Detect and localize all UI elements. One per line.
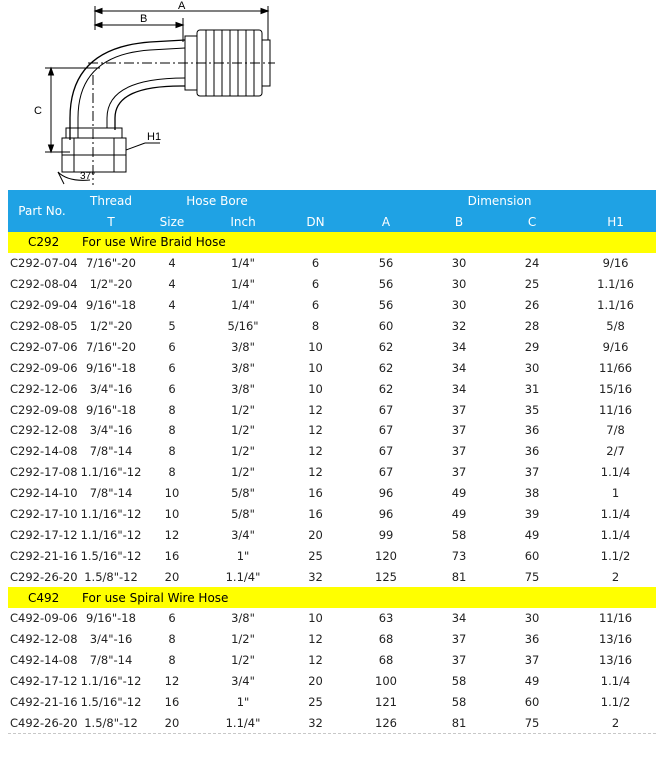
cell-a: 68 xyxy=(378,632,394,647)
header-h1: H1 xyxy=(575,211,656,232)
cell-size: 8 xyxy=(168,465,176,480)
cell-part: C292-09-08 xyxy=(10,402,78,417)
cell-h1: 1.1/2 xyxy=(600,695,631,710)
cell-size: 6 xyxy=(168,360,176,375)
cell-c: 37 xyxy=(524,465,540,480)
cell-inch: 5/16" xyxy=(227,319,259,333)
table-row xyxy=(8,316,656,337)
table-row xyxy=(8,441,656,462)
cell-c: 30 xyxy=(524,611,540,626)
cell-part: C292-08-04 xyxy=(10,277,78,292)
angle-label: 37° xyxy=(80,171,96,182)
cell-h1: 1.1/4 xyxy=(600,507,631,522)
cell-a: 100 xyxy=(375,674,397,689)
table-row xyxy=(8,483,656,504)
dim-a-label: A xyxy=(178,0,186,12)
cell-b: 37 xyxy=(451,632,467,647)
table-row xyxy=(8,650,656,671)
cell-inch: 3/4" xyxy=(231,674,255,689)
cell-part: C292-07-04 xyxy=(10,256,78,271)
cell-dn: 6 xyxy=(311,256,320,271)
cell-size: 6 xyxy=(168,339,176,354)
cell-a: 67 xyxy=(378,444,394,459)
cell-part: C492-09-06 xyxy=(10,611,78,626)
cell-b: 37 xyxy=(451,465,467,480)
cell-h1: 13/16 xyxy=(598,632,633,647)
cell-c: 60 xyxy=(524,548,540,563)
cell-dn: 16 xyxy=(308,486,323,501)
table-row xyxy=(8,336,656,357)
cell-size: 6 xyxy=(168,611,176,626)
cell-t: 7/16"-20 xyxy=(86,256,136,271)
section-code: C292 xyxy=(8,232,76,253)
cell-b: 34 xyxy=(451,339,467,354)
dim-h1-label: H1 xyxy=(147,131,162,143)
cell-a: 56 xyxy=(378,277,394,292)
cell-dn: 10 xyxy=(308,360,323,375)
cell-a: 126 xyxy=(375,715,397,730)
cell-h1: 11/66 xyxy=(598,360,633,375)
dim-c-label: C xyxy=(34,105,42,117)
cell-b: 73 xyxy=(451,548,467,563)
cell-dn: 20 xyxy=(308,674,323,689)
cell-part: C292-21-16 xyxy=(10,548,78,563)
cell-b: 30 xyxy=(451,277,467,292)
cell-b: 49 xyxy=(451,486,467,501)
cell-t: 7/8"-14 xyxy=(89,444,133,459)
cell-b: 58 xyxy=(451,527,467,542)
cell-size: 20 xyxy=(164,569,180,584)
cell-b: 37 xyxy=(451,402,467,417)
cell-inch: 1/4" xyxy=(231,256,255,271)
cell-dn: 10 xyxy=(308,611,323,626)
cell-dn: 6 xyxy=(311,277,320,292)
cell-a: 62 xyxy=(378,360,394,375)
cell-t: 3/4"-16 xyxy=(89,632,133,647)
cell-t: 3/4"-16 xyxy=(89,381,133,396)
cell-dn: 20 xyxy=(308,527,323,542)
cell-dn: 8 xyxy=(311,319,320,333)
cell-t: 1/2"-20 xyxy=(89,319,133,333)
cell-t: 1.5/8"-12 xyxy=(84,715,138,730)
cell-a: 56 xyxy=(378,298,394,313)
cell-size: 10 xyxy=(164,486,180,501)
header-hose-bore: Hose Bore xyxy=(146,190,288,211)
header-thread-t: T xyxy=(76,211,146,232)
cell-a: 67 xyxy=(378,402,394,417)
cell-t: 1/2"-20 xyxy=(89,277,133,292)
cell-inch: 1/4" xyxy=(231,277,255,292)
cell-a: 68 xyxy=(378,653,394,668)
header-a: A xyxy=(343,211,429,232)
cell-c: 60 xyxy=(524,695,540,710)
cell-t: 1.5/8"-12 xyxy=(84,569,138,584)
header-thread: Thread xyxy=(76,190,146,211)
cell-dn: 10 xyxy=(308,381,323,396)
cell-inch: 3/8" xyxy=(231,611,255,626)
cell-a: 67 xyxy=(378,423,394,438)
cell-a: 56 xyxy=(378,256,394,271)
cell-dn: 12 xyxy=(308,402,323,417)
cell-part: C492-17-12 xyxy=(10,674,78,689)
cell-b: 34 xyxy=(451,611,467,626)
cell-part: C292-26-20 xyxy=(10,569,78,584)
cell-c: 31 xyxy=(524,381,540,396)
cell-inch: 3/4" xyxy=(231,527,255,542)
cell-size: 6 xyxy=(168,381,176,396)
header-size: Size xyxy=(146,211,198,232)
cell-c: 37 xyxy=(524,653,540,668)
table-row xyxy=(8,671,656,692)
table-row xyxy=(8,420,656,441)
cell-size: 4 xyxy=(168,298,176,313)
cell-b: 81 xyxy=(451,569,467,584)
cell-h1: 1.1/16 xyxy=(597,277,634,292)
cell-t: 3/4"-16 xyxy=(89,423,133,438)
cell-dn: 12 xyxy=(308,444,323,459)
cell-size: 8 xyxy=(168,402,176,417)
bottom-divider xyxy=(8,733,656,734)
cell-part: C292-17-10 xyxy=(10,507,78,522)
cell-dn: 12 xyxy=(308,653,323,668)
header-inch: Inch xyxy=(198,211,288,232)
cell-c: 30 xyxy=(524,360,540,375)
cell-dn: 12 xyxy=(308,465,323,480)
cell-size: 12 xyxy=(164,527,180,542)
cell-b: 37 xyxy=(451,444,467,459)
cell-dn: 10 xyxy=(308,339,323,354)
cell-size: 5 xyxy=(168,319,176,333)
cell-c: 39 xyxy=(524,507,540,522)
cell-c: 38 xyxy=(524,486,540,501)
cell-part: C292-12-06 xyxy=(10,381,78,396)
cell-size: 16 xyxy=(164,695,180,710)
cell-t: 7/16"-20 xyxy=(86,339,136,354)
cell-size: 8 xyxy=(168,444,176,459)
table-row xyxy=(8,692,656,713)
spec-table xyxy=(8,190,656,733)
section-description: For use Wire Braid Hose xyxy=(76,232,656,253)
cell-b: 37 xyxy=(451,653,467,668)
cell-inch: 1.1/4" xyxy=(225,715,261,730)
table-row xyxy=(8,399,656,420)
table-body xyxy=(8,232,656,733)
cell-a: 96 xyxy=(378,486,394,501)
cell-t: 1.5/16"-12 xyxy=(80,695,142,710)
cell-b: 34 xyxy=(451,360,467,375)
cell-t: 9/16"-18 xyxy=(86,298,136,313)
cell-a: 62 xyxy=(378,381,394,396)
cell-inch: 1/2" xyxy=(231,423,255,438)
cell-t: 7/8"-14 xyxy=(89,486,133,501)
cell-t: 1.1/16"-12 xyxy=(80,527,142,542)
cell-b: 37 xyxy=(451,423,467,438)
cell-h1: 1.1/4 xyxy=(600,527,631,542)
cell-part: C492-26-20 xyxy=(10,715,78,730)
cell-part: C292-17-08 xyxy=(10,465,78,480)
cell-dn: 16 xyxy=(308,507,323,522)
cell-inch: 1/2" xyxy=(231,653,255,668)
header-b: B xyxy=(429,211,489,232)
cell-part: C492-12-08 xyxy=(10,632,78,647)
cell-h1: 1 xyxy=(611,486,620,501)
cell-h1: 2/7 xyxy=(606,444,625,459)
cell-h1: 1.1/2 xyxy=(600,548,631,563)
cell-a: 96 xyxy=(378,507,394,522)
section-description: For use Spiral Wire Hose xyxy=(76,587,656,608)
cell-dn: 32 xyxy=(308,569,323,584)
cell-size: 20 xyxy=(164,715,180,730)
cell-h1: 5/8 xyxy=(606,319,625,333)
cell-inch: 3/8" xyxy=(231,360,255,375)
cell-c: 75 xyxy=(524,715,540,730)
header-part-no: Part No. xyxy=(8,190,76,232)
cell-inch: 5/8" xyxy=(231,486,255,501)
cell-c: 28 xyxy=(524,319,540,333)
table-row xyxy=(8,274,656,295)
cell-part: C292-09-06 xyxy=(10,360,78,375)
header-dimension: Dimension xyxy=(343,190,656,211)
cell-b: 49 xyxy=(451,507,467,522)
cell-c: 35 xyxy=(524,402,540,417)
cell-part: C292-14-08 xyxy=(10,444,78,459)
dim-b-label: B xyxy=(140,13,148,25)
fitting-drawing xyxy=(0,0,664,190)
table-row xyxy=(8,378,656,399)
cell-h1: 1.1/16 xyxy=(597,298,634,313)
cell-part: C492-21-16 xyxy=(10,695,78,710)
cell-inch: 1/4" xyxy=(231,298,255,313)
cell-part: C292-14-10 xyxy=(10,486,78,501)
cell-c: 36 xyxy=(524,423,540,438)
cell-size: 8 xyxy=(168,653,176,668)
section-header-row xyxy=(8,587,656,608)
cell-inch: 1/2" xyxy=(231,402,255,417)
cell-inch: 3/8" xyxy=(231,381,255,396)
table-row xyxy=(8,608,656,629)
cell-t: 1.1/16"-12 xyxy=(80,507,142,522)
cell-c: 49 xyxy=(524,674,540,689)
cell-h1: 15/16 xyxy=(598,381,633,396)
table-header xyxy=(8,190,656,232)
cell-size: 8 xyxy=(168,423,176,438)
cell-c: 36 xyxy=(524,444,540,459)
cell-inch: 1/2" xyxy=(231,444,255,459)
cell-b: 58 xyxy=(451,695,467,710)
header-dn: DN xyxy=(288,211,343,232)
cell-h1: 9/16 xyxy=(602,256,629,271)
cell-inch: 1.1/4" xyxy=(225,569,261,584)
cell-b: 58 xyxy=(451,674,467,689)
cell-h1: 13/16 xyxy=(598,653,633,668)
table-row xyxy=(8,357,656,378)
table-row xyxy=(8,629,656,650)
cell-h1: 1.1/4 xyxy=(600,674,631,689)
cell-c: 49 xyxy=(524,527,540,542)
section-code: C492 xyxy=(8,587,76,608)
cell-inch: 1" xyxy=(236,548,250,563)
cell-c: 75 xyxy=(524,569,540,584)
cell-size: 12 xyxy=(164,674,180,689)
table-row xyxy=(8,504,656,525)
cell-size: 10 xyxy=(164,507,180,522)
cell-size: 4 xyxy=(168,256,176,271)
table-row xyxy=(8,295,656,316)
cell-dn: 12 xyxy=(308,632,323,647)
cell-dn: 12 xyxy=(308,423,323,438)
cell-part: C292-12-08 xyxy=(10,423,78,438)
cell-t: 9/16"-18 xyxy=(86,611,136,626)
cell-h1: 11/16 xyxy=(598,402,633,417)
table-row xyxy=(8,545,656,566)
cell-dn: 6 xyxy=(311,298,320,313)
cell-b: 30 xyxy=(451,256,467,271)
cell-b: 32 xyxy=(451,319,467,333)
cell-part: C292-08-05 xyxy=(10,319,78,333)
cell-size: 8 xyxy=(168,632,176,647)
cell-b: 30 xyxy=(451,298,467,313)
cell-a: 62 xyxy=(378,339,394,354)
cell-c: 24 xyxy=(524,256,540,271)
cell-inch: 1/2" xyxy=(231,465,255,480)
cell-t: 1.1/16"-12 xyxy=(80,465,142,480)
table-row xyxy=(8,712,656,733)
cell-h1: 7/8 xyxy=(606,423,625,438)
cell-h1: 1.1/4 xyxy=(600,465,631,480)
cell-part: C292-07-06 xyxy=(10,339,78,354)
cell-t: 1.1/16"-12 xyxy=(80,674,142,689)
cell-h1: 2 xyxy=(611,569,620,584)
cell-a: 99 xyxy=(378,527,394,542)
section-header-row xyxy=(8,232,656,253)
cell-dn: 32 xyxy=(308,715,323,730)
table-row xyxy=(8,253,656,274)
cell-b: 81 xyxy=(451,715,467,730)
cell-c: 29 xyxy=(524,339,540,354)
table-row xyxy=(8,462,656,483)
header-c: C xyxy=(489,211,575,232)
cell-inch: 3/8" xyxy=(231,339,255,354)
cell-c: 36 xyxy=(524,632,540,647)
cell-h1: 9/16 xyxy=(602,339,629,354)
cell-inch: 1/2" xyxy=(231,632,255,647)
cell-part: C292-09-04 xyxy=(10,298,78,313)
cell-a: 63 xyxy=(378,611,394,626)
cell-size: 16 xyxy=(164,548,180,563)
cell-part: C492-14-08 xyxy=(10,653,78,668)
cell-a: 125 xyxy=(375,569,397,584)
cell-t: 7/8"-14 xyxy=(89,653,133,668)
cell-a: 60 xyxy=(378,319,394,333)
cell-a: 121 xyxy=(375,695,397,710)
cell-t: 9/16"-18 xyxy=(86,360,136,375)
cell-t: 1.5/16"-12 xyxy=(80,548,142,563)
cell-part: C292-17-12 xyxy=(10,527,78,542)
cell-dn: 25 xyxy=(308,548,323,563)
cell-c: 26 xyxy=(524,298,540,313)
cell-inch: 5/8" xyxy=(231,507,255,522)
cell-b: 34 xyxy=(451,381,467,396)
table-row xyxy=(8,524,656,545)
cell-a: 120 xyxy=(375,548,397,563)
cell-h1: 2 xyxy=(611,715,620,730)
cell-dn: 25 xyxy=(308,695,323,710)
cell-c: 25 xyxy=(524,277,540,292)
cell-inch: 1" xyxy=(236,695,250,710)
table-row xyxy=(8,566,656,587)
cell-t: 9/16"-18 xyxy=(86,402,136,417)
cell-size: 4 xyxy=(168,277,176,292)
cell-a: 67 xyxy=(378,465,394,480)
cell-h1: 11/16 xyxy=(598,611,633,626)
